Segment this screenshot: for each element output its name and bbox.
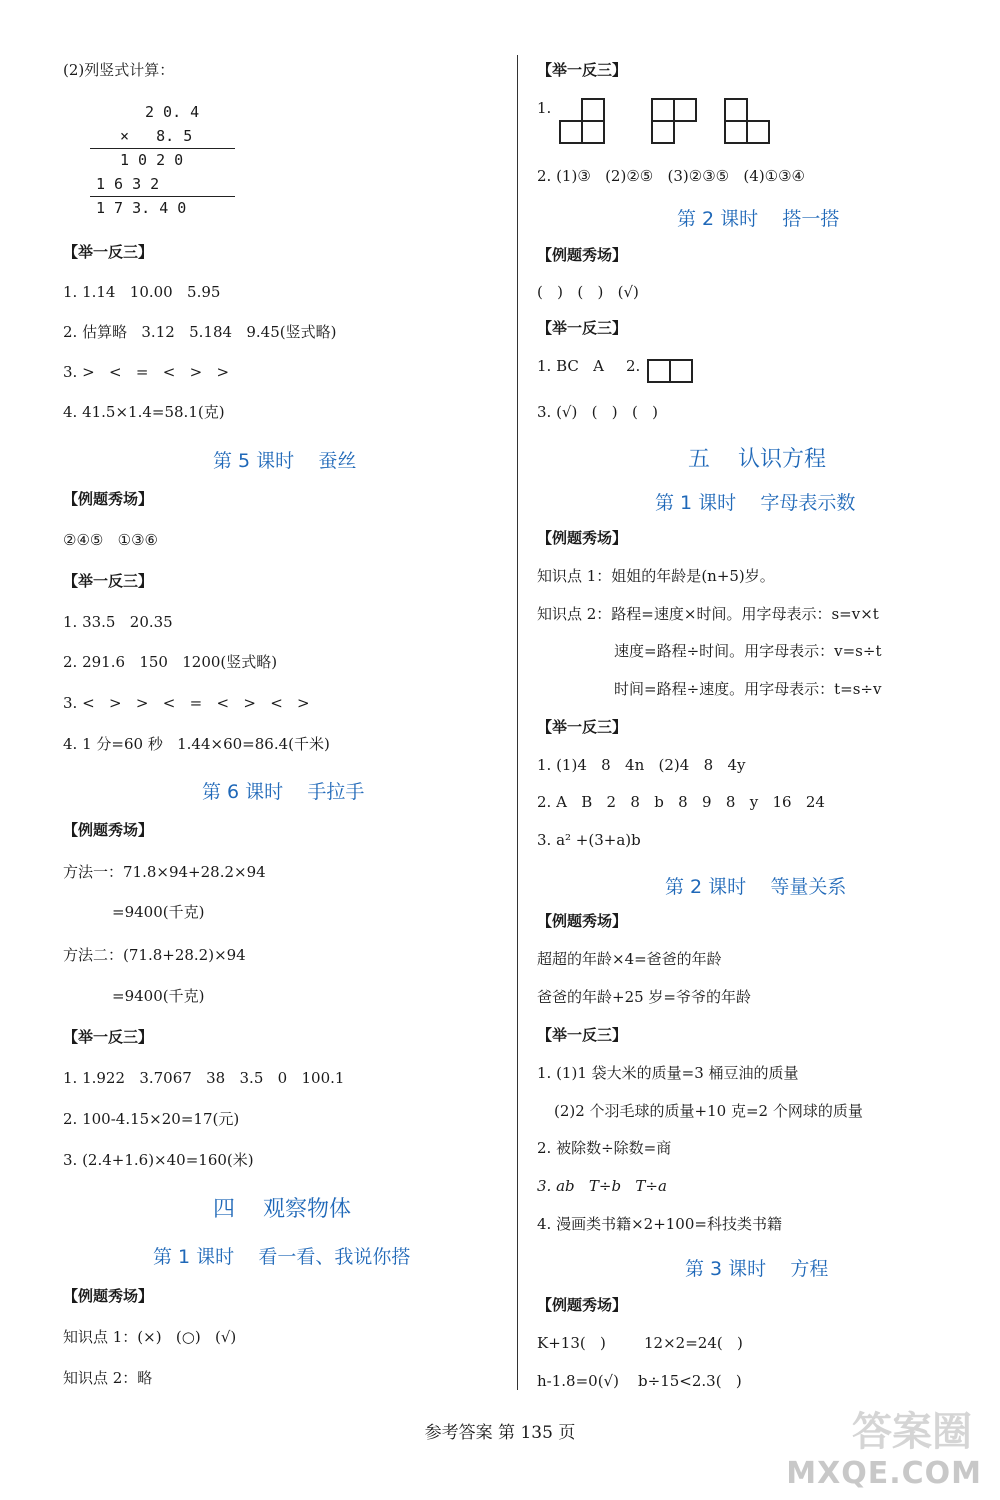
answer-line: 3. a² +(3+a)b	[537, 831, 641, 849]
answer-line: 知识点 1：姐姐的年龄是(n+5)岁。	[537, 567, 775, 585]
answer-line: 2.	[626, 357, 641, 375]
chapter-title: 四 观察物体	[213, 1197, 351, 1222]
answer-line: 1. 1.14 10.00 5.95	[63, 283, 221, 301]
heading-examples: 【例题秀场】	[63, 490, 154, 508]
heading-examples: 【例题秀场】	[537, 529, 628, 547]
heading-practice: 【举一反三】	[537, 1026, 628, 1044]
heading-practice: 【举一反三】	[537, 61, 628, 79]
watermark-logo-bottom: MXQE.COM	[786, 1456, 982, 1491]
heading-examples: 【例题秀场】	[537, 246, 628, 264]
answer-line: 4. 1 分=60 秒 1.44×60=86.4(千米)	[63, 735, 330, 753]
answer-line: 4. 漫画类书籍×2+100=科技类书籍	[537, 1215, 782, 1233]
answer-line: 方法一：71.8×94+28.2×94	[63, 863, 266, 881]
calc-row-5: 1 7 3. 4 0	[96, 199, 187, 217]
section-title: 第 2 课时 搭一搭	[677, 208, 840, 230]
cube-view-figure-2	[650, 98, 698, 146]
answer-line: 2. 291.6 150 1200(竖式略)	[63, 653, 278, 671]
heading-practice: 【举一反三】	[537, 319, 628, 337]
vertical-multiplication	[90, 100, 240, 220]
section-title: 第 1 课时 字母表示数	[655, 492, 856, 514]
answer-line: 1. (1)4 8 4n (2)4 8 4y	[537, 756, 746, 774]
answer-line: 1.	[537, 99, 552, 117]
watermark-logo-top: 答案圈	[852, 1409, 972, 1455]
answer-line: =9400(千克)	[112, 903, 205, 921]
section-title: 第 5 课时 蚕丝	[213, 450, 357, 472]
answer-line: 2. 被除数÷除数=商	[537, 1139, 672, 1157]
calc-rule-1	[90, 148, 235, 149]
answer-line: 爸爸的年龄+25 岁=爷爷的年龄	[537, 988, 751, 1006]
calc-rule-2	[90, 196, 235, 197]
section-title: 第 6 课时 手拉手	[202, 781, 365, 803]
section-title: 第 3 课时 方程	[685, 1258, 829, 1280]
answer-line: 1. 1.922 3.7067 38 3.5 0 100.1	[63, 1069, 345, 1087]
calc-row-4: 1 6 3 2	[96, 175, 160, 193]
answer-line: 3. < > > < = < > < >	[63, 694, 310, 712]
answer-line: 1. BC A	[537, 357, 604, 375]
answer-line: h-1.8=0(√) b÷15<2.3( )	[537, 1372, 742, 1390]
chapter-title: 五 认识方程	[688, 447, 826, 472]
calc-row-3: 1 0 2 0	[120, 151, 184, 169]
heading-practice: 【举一反三】	[63, 243, 154, 261]
heading-examples: 【例题秀场】	[63, 821, 154, 839]
answer-line: 超超的年龄×4=爸爸的年龄	[537, 950, 722, 968]
calc-row-1: 2 0. 4	[145, 103, 200, 121]
heading-examples: 【例题秀场】	[63, 1287, 154, 1305]
heading-examples: 【例题秀场】	[537, 1296, 628, 1314]
answer-line: 1. 33.5 20.35	[63, 613, 173, 631]
cube-view-figure-1	[558, 98, 606, 146]
answer-line: 3. > < = < > >	[63, 363, 230, 381]
watermark-logo	[786, 1400, 992, 1495]
answer-line: 2. 100-4.15×20=17(元)	[63, 1110, 240, 1128]
answer-line: 时间=路程÷速度。用字母表示：t=s÷v	[614, 680, 882, 698]
answer-line: (2)2 个羽毛球的质量+10 克=2 个网球的质量	[554, 1102, 863, 1120]
answer-line: 2. 估算略 3.12 5.184 9.45(竖式略)	[63, 323, 337, 341]
heading-practice: 【举一反三】	[63, 1028, 154, 1046]
heading-practice: 【举一反三】	[537, 718, 628, 736]
calc-row-2: × 8. 5	[120, 127, 193, 145]
answer-line: 1. (1)1 袋大米的质量=3 桶豆油的质量	[537, 1064, 799, 1082]
answer-line: =9400(千克)	[112, 987, 205, 1005]
answer-line: K+13( ) 12×2=24( )	[537, 1334, 743, 1352]
answer-line: 知识点 2：略	[63, 1369, 153, 1387]
section-title: 第 2 课时 等量关系	[665, 876, 847, 898]
heading-practice: 【举一反三】	[63, 572, 154, 590]
answer-line: 知识点 1：(×) (○) (√)	[63, 1328, 237, 1346]
answer-line: 2. (1)③ (2)②⑤ (3)②③⑤ (4)①③④	[537, 167, 806, 185]
answer-line: 3. (2.4+1.6)×40=160(米)	[63, 1151, 254, 1169]
heading-examples: 【例题秀场】	[537, 912, 628, 930]
cube-view-figure-3	[723, 98, 771, 146]
calc-instruction: (2)列竖式计算：	[63, 61, 175, 79]
answer-line: 3. ab T÷b T÷a	[537, 1177, 667, 1195]
answer-line: 4. 41.5×1.4=58.1(克)	[63, 403, 225, 421]
section-title: 第 1 课时 看一看、我说你搭	[153, 1246, 411, 1268]
answer-line: 方法二：(71.8+28.2)×94	[63, 946, 246, 964]
two-squares-figure	[646, 358, 694, 384]
answer-line: 知识点 2：路程=速度×时间。用字母表示：s=v×t	[537, 605, 879, 623]
answer-line: 2. A B 2 8 b 8 9 8 y 16 24	[537, 793, 825, 811]
page-footer: 参考答案 第 135 页	[424, 1423, 576, 1443]
answer-line: 3. (√) ( ) ( )	[537, 403, 658, 421]
column-divider	[517, 55, 518, 1390]
answer-line: 速度=路程÷时间。用字母表示：v=s÷t	[614, 642, 882, 660]
answer-line: ( ) ( ) (√)	[537, 283, 639, 301]
answer-line: ②④⑤ ①③⑥	[63, 531, 158, 549]
